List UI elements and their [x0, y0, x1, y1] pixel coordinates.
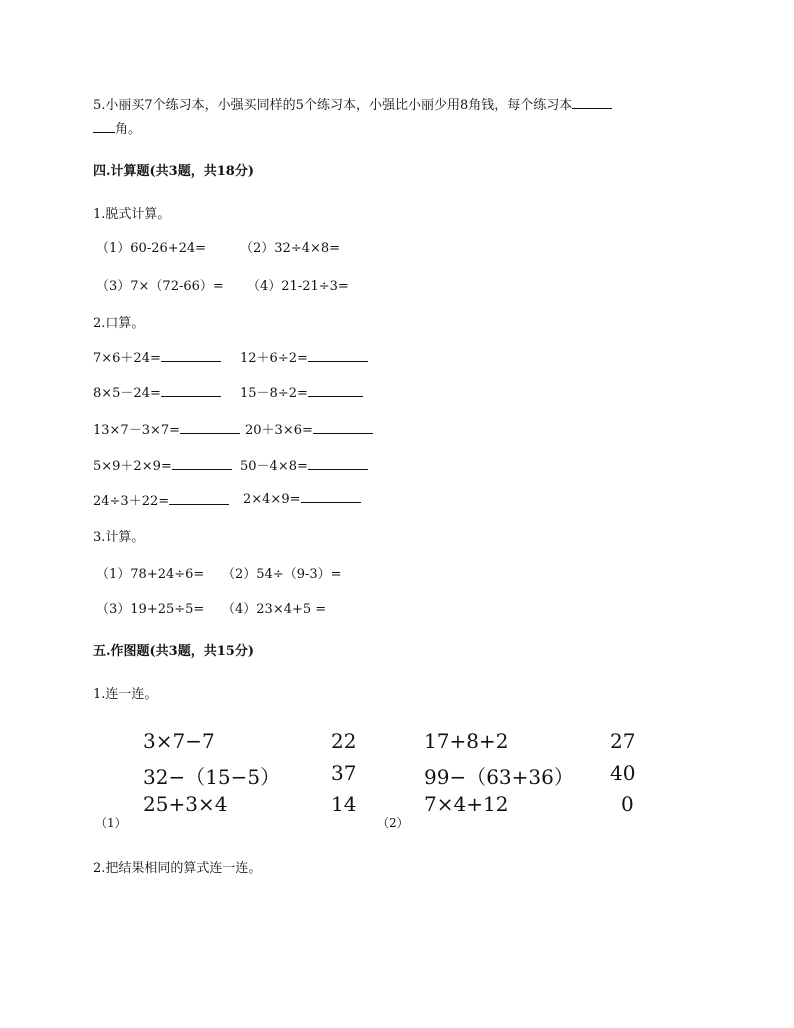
group-1-label: （1） [95, 816, 127, 830]
calc-1-item-1: （1）60-26+24= [96, 241, 207, 256]
answer-blank [313, 421, 373, 434]
answer-blank [169, 492, 229, 505]
section-5-heading: 五.作图题(共3题，共15分) [93, 644, 254, 659]
match-result: 37 [331, 761, 357, 785]
question-5-line-2 [93, 118, 141, 137]
calc-3-item-2: （2）54÷（9-3）= [222, 567, 342, 582]
calc-3-item-3: （3）19+25÷5= [96, 602, 205, 617]
group-2-label: （2） [377, 816, 409, 830]
calc-1-item-2: （2）32÷4×8= [240, 241, 341, 256]
question-5-unit: 角。 [115, 122, 142, 137]
oral-calc-row [93, 419, 240, 438]
oral-calc-row [93, 347, 221, 366]
answer-blank [301, 490, 361, 503]
calc-2-title: 2.口算。 [93, 316, 145, 331]
answer-blank [572, 96, 612, 109]
oral-calc-expr: 2×4×9= [243, 492, 301, 507]
answer-blank [161, 384, 221, 397]
oral-calc-expr: 15－8÷2= [240, 386, 308, 401]
oral-calc-expr: 5×9＋2×9= [93, 459, 172, 474]
answer-blank [93, 120, 115, 133]
answer-blank [180, 421, 240, 434]
oral-calc-expr: 8×5－24= [93, 386, 161, 401]
match-expr: 32−（15−5） [143, 765, 281, 789]
calc-1-title: 1.脱式计算。 [93, 207, 171, 222]
calc-1-item-3: （3）7×（72-66）= [96, 279, 224, 294]
question-5-text: 5.小丽买7个练习本，小强买同样的5个练习本，小强比小丽少用8角钱，每个练习本 [93, 98, 573, 113]
section-4-heading: 四.计算题(共3题，共18分) [93, 164, 254, 179]
oral-calc-row [240, 455, 368, 474]
oral-calc-row [240, 382, 363, 401]
match-result: 0 [621, 792, 634, 816]
match-result: 27 [610, 729, 636, 753]
oral-calc-row [93, 382, 221, 401]
match-expr: 25+3×4 [143, 792, 228, 816]
calc-3-item-4: （4）23×4+5 = [222, 602, 327, 617]
match-expr: 3×7−7 [143, 729, 215, 753]
match-result: 40 [610, 761, 636, 785]
match-result: 14 [331, 792, 357, 816]
calc-1-item-4: （4）21-21÷3= [247, 279, 349, 294]
match-result: 22 [331, 729, 357, 753]
answer-blank [308, 349, 368, 362]
question-5-line-1 [93, 94, 612, 113]
oral-calc-expr: 13×7－3×7= [93, 423, 181, 438]
draw-1-title: 1.连一连。 [93, 687, 158, 702]
match-expr: 17+8+2 [424, 729, 509, 753]
match-expr: 7×4+12 [424, 792, 509, 816]
draw-2-title: 2.把结果相同的算式连一连。 [93, 861, 262, 876]
oral-calc-expr: 50－4×8= [240, 459, 308, 474]
answer-blank [172, 457, 232, 470]
oral-calc-expr: 24÷3＋22= [93, 494, 170, 509]
oral-calc-row [93, 490, 229, 509]
oral-calc-expr: 7×6＋24= [93, 351, 161, 366]
match-expr: 99−（63+36） [424, 765, 574, 789]
oral-calc-expr: 20＋3×6= [245, 423, 313, 438]
calc-3-title: 3.计算。 [93, 530, 145, 545]
oral-calc-row [243, 490, 361, 507]
answer-blank [308, 384, 363, 397]
oral-calc-row [240, 347, 368, 366]
oral-calc-row [245, 419, 373, 438]
oral-calc-expr: 12＋6÷2= [240, 351, 308, 366]
answer-blank [161, 349, 221, 362]
oral-calc-row [93, 455, 232, 474]
calc-3-item-1: （1）78+24÷6= [96, 567, 205, 582]
answer-blank [308, 457, 368, 470]
